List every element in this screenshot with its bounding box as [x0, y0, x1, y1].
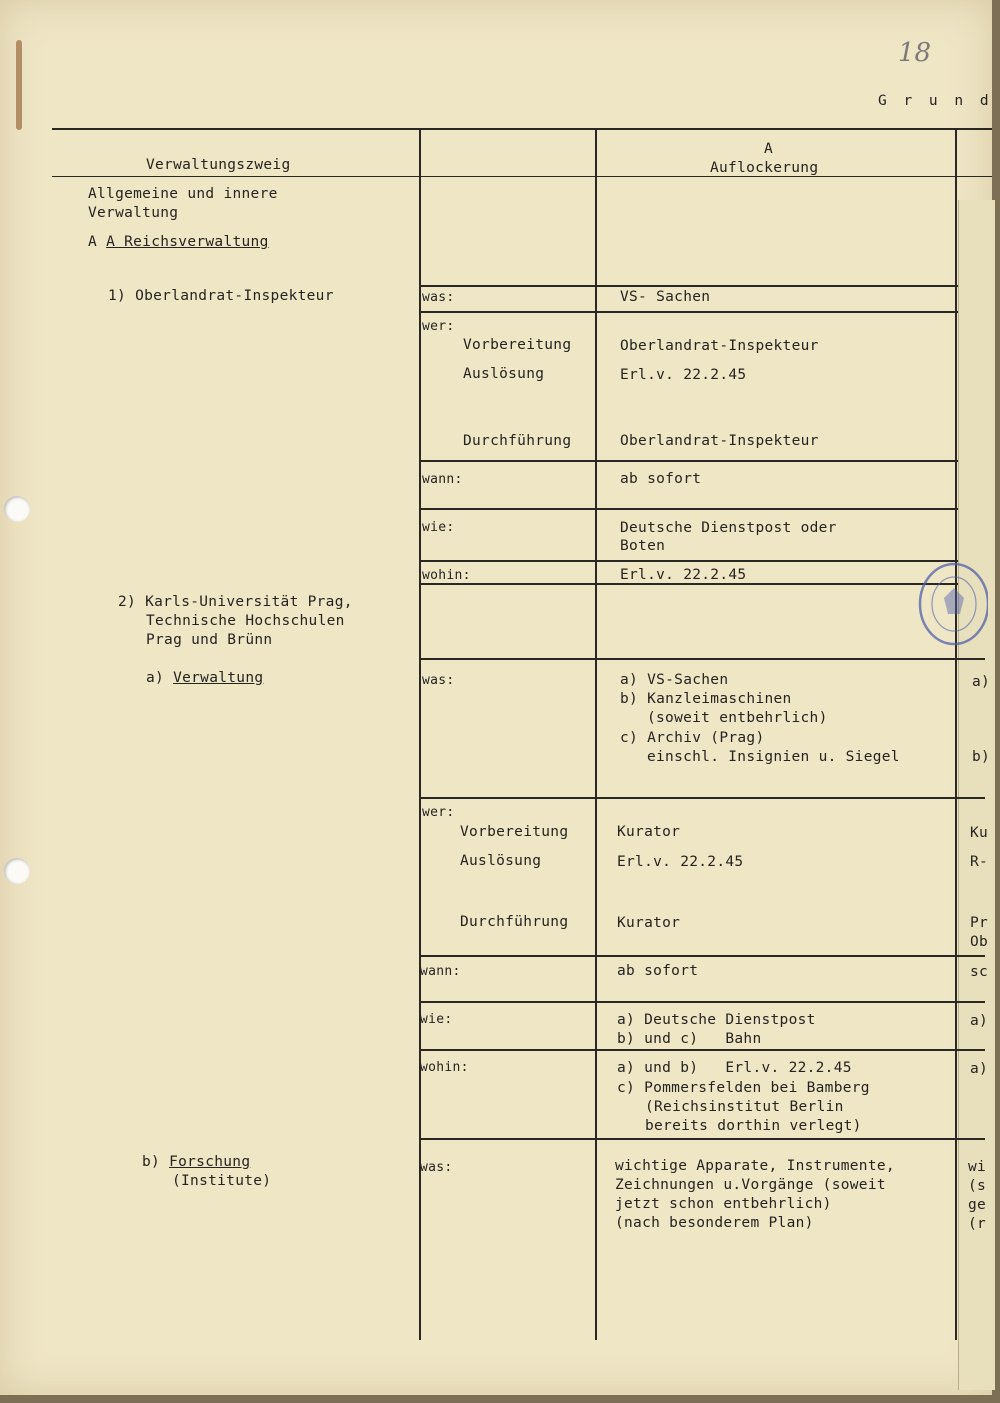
- value-wohin: c) Pommersfelden bei Bamberg: [617, 1080, 870, 1096]
- value-was: einschl. Insignien u. Siegel: [647, 749, 900, 765]
- reich-title: A Reichsverwaltung: [106, 234, 269, 250]
- row-rule: [420, 1138, 985, 1140]
- label-wohin: wohin:: [420, 1060, 469, 1075]
- sub-a-prefix: a): [146, 670, 165, 686]
- column-divider: [595, 128, 597, 1340]
- value-ausloesung: Erl.v. 22.2.45: [617, 854, 744, 870]
- entry1-title: 1) Oberlandrat-Inspekteur: [108, 288, 334, 304]
- row-rule: [420, 460, 958, 462]
- header-title: G r u n d: [878, 93, 993, 109]
- value-was: wichtige Apparate, Instrumente,: [615, 1158, 895, 1174]
- label-wer: wer:: [422, 805, 455, 820]
- section-line: Verwaltung: [88, 205, 179, 221]
- value-durchfuehrung: Kurator: [617, 915, 681, 931]
- column-header-verwaltungszweig: Verwaltungszweig: [146, 157, 291, 173]
- label-wie: wie:: [420, 1012, 453, 1027]
- row-rule: [420, 508, 958, 510]
- label-wie: wie:: [422, 520, 455, 535]
- row-rule: [420, 1001, 985, 1003]
- fragment: R-: [970, 854, 989, 870]
- label-was: was:: [420, 1160, 453, 1175]
- value-was: jetzt schon entbehrlich): [615, 1196, 832, 1212]
- label-was: was:: [422, 290, 455, 305]
- entry2-sub-b: [142, 1153, 250, 1172]
- fragment: Ob: [970, 934, 989, 950]
- value-wie: Boten: [620, 538, 666, 554]
- entry2-title: Technische Hochschulen: [146, 613, 345, 629]
- page-number: 18: [898, 38, 932, 68]
- label-ausloesung: Auslösung: [460, 853, 542, 869]
- row-rule: [420, 955, 985, 957]
- value-was: (nach besonderem Plan): [615, 1215, 814, 1231]
- fragment: Pr: [970, 915, 989, 931]
- entry2-title: Prag und Brünn: [146, 632, 273, 648]
- value-wann: ab sofort: [620, 471, 702, 487]
- fragment: ge: [968, 1197, 987, 1213]
- fragment: sc: [970, 964, 989, 980]
- value-wann: ab sofort: [617, 963, 699, 979]
- label-wann: wann:: [422, 472, 463, 487]
- value-was: b) Kanzleimaschinen: [620, 691, 792, 707]
- value-was: [620, 671, 728, 690]
- section-reich: A A Reichsverwaltung: [88, 234, 269, 250]
- value-wohin: Erl.v. 22.2.45: [620, 567, 747, 583]
- label-ausloesung: Auslösung: [463, 366, 545, 382]
- entry2-sub-b2: (Institute): [172, 1173, 272, 1189]
- fragment: a): [970, 1061, 989, 1077]
- value-wohin: (Reichsinstitut Berlin: [645, 1099, 844, 1115]
- was-vs-sachen: VS-Sachen: [647, 672, 729, 688]
- entry2-title: 2) Karls-Universität Prag,: [118, 594, 353, 610]
- row-rule: [420, 285, 958, 287]
- section-line: Allgemeine und innere: [88, 186, 278, 202]
- label-wer: wer:: [422, 319, 455, 334]
- value-was: c) Archiv (Prag): [620, 730, 765, 746]
- label-durchfuehrung: Durchführung: [463, 433, 572, 449]
- column-header-auflockerung: Auflockerung: [710, 160, 819, 176]
- row-rule: [420, 1049, 985, 1051]
- column-header-letter: A: [764, 141, 774, 157]
- label-wohin: wohin:: [422, 568, 471, 583]
- fragment: (r: [968, 1216, 987, 1232]
- value-was: (soweit entbehrlich): [647, 710, 828, 726]
- value-durchfuehrung: Oberlandrat-Inspekteur: [620, 433, 819, 449]
- value-wie: Deutsche Dienstpost oder: [620, 520, 837, 536]
- label-wann: wann:: [420, 964, 461, 979]
- table-top-rule: [52, 128, 992, 130]
- label-vorbereitung: Vorbereitung: [463, 337, 572, 353]
- label-vorbereitung: Vorbereitung: [460, 824, 569, 840]
- fragment: b): [972, 749, 991, 765]
- was-prefix: a): [620, 672, 639, 688]
- fragment: a): [970, 1013, 989, 1029]
- value-wie: b) und c) Bahn: [617, 1031, 762, 1047]
- punch-hole: [4, 858, 30, 884]
- fragment: (s: [968, 1178, 987, 1194]
- sub-b-title: Forschung: [169, 1154, 251, 1170]
- fragment: wi: [968, 1159, 987, 1175]
- punch-hole: [4, 496, 30, 522]
- archive-stamp: [912, 558, 988, 650]
- value-was: Zeichnungen u.Vorgänge (soweit: [615, 1177, 886, 1193]
- fragment: Ku: [970, 825, 989, 841]
- row-rule: [420, 658, 985, 660]
- sub-a-title: Verwaltung: [173, 670, 264, 686]
- column-divider: [955, 128, 957, 1340]
- value-vorbereitung: Kurator: [617, 824, 681, 840]
- row-rule: [420, 311, 958, 313]
- value-wohin: a) und b) Erl.v. 22.2.45: [617, 1060, 852, 1076]
- entry2-sub-a: [146, 669, 263, 688]
- row-rule: [420, 797, 985, 799]
- label-was: was:: [422, 673, 455, 688]
- fragment: a): [972, 674, 991, 690]
- value-was: VS- Sachen: [620, 289, 711, 305]
- label-durchfuehrung: Durchführung: [460, 914, 569, 930]
- header-rule: [52, 176, 992, 177]
- row-rule: [420, 560, 958, 562]
- sub-b-prefix: b): [142, 1154, 161, 1170]
- staple-mark: [16, 40, 22, 130]
- value-ausloesung: Erl.v. 22.2.45: [620, 367, 747, 383]
- value-vorbereitung: Oberlandrat-Inspekteur: [620, 338, 819, 354]
- value-wohin: bereits dorthin verlegt): [645, 1118, 862, 1134]
- value-wie: a) Deutsche Dienstpost: [617, 1012, 816, 1028]
